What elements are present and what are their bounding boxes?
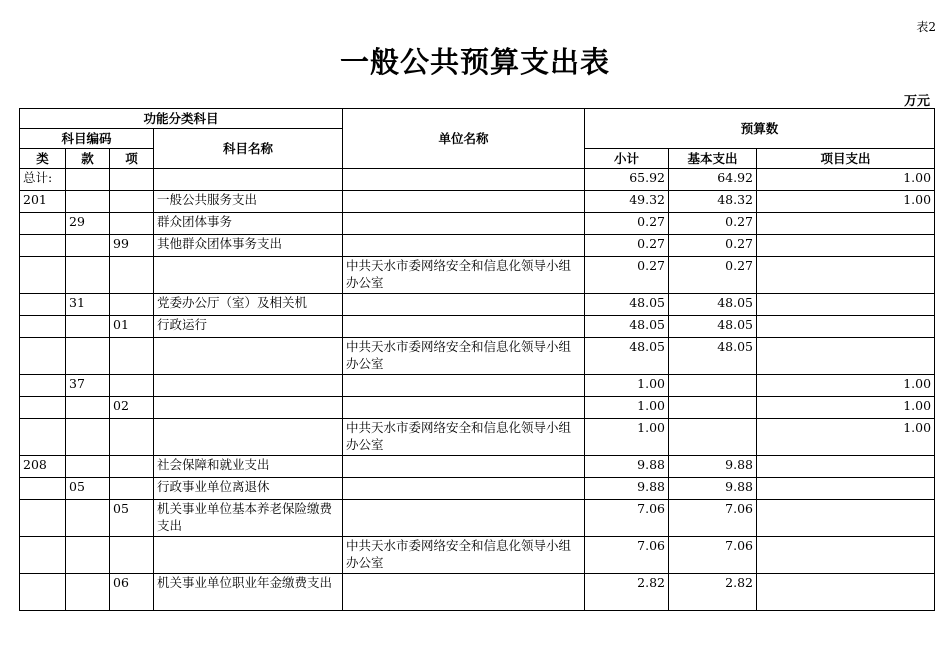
kuan-cell: 29 — [66, 213, 110, 235]
subject-name-cell — [154, 537, 343, 574]
subject-name-cell — [154, 419, 343, 456]
table-row — [20, 338, 935, 375]
table-row — [20, 257, 935, 294]
subject-name-header: 科目名称 — [154, 129, 343, 169]
lei-header: 类 — [20, 149, 66, 169]
xiang-cell — [110, 375, 154, 397]
table-row — [20, 213, 935, 235]
unit-name-header: 单位名称 — [343, 109, 585, 169]
subtotal-cell: 65.92 — [585, 169, 669, 191]
lei-cell — [20, 257, 66, 294]
table-row — [20, 500, 935, 537]
unit-name-cell — [343, 235, 585, 257]
basic-expense-cell: 9.88 — [669, 456, 757, 478]
page-title: 一般公共预算支出表 — [339, 45, 610, 79]
lei-cell — [20, 500, 66, 537]
subject-name-cell — [154, 397, 343, 419]
subtotal-cell: 9.88 — [585, 456, 669, 478]
kuan-cell — [66, 191, 110, 213]
lei-cell — [20, 419, 66, 456]
kuan-cell — [66, 338, 110, 375]
project-expense-cell: 1.00 — [757, 169, 935, 191]
table-row — [20, 397, 935, 419]
project-expense-cell — [757, 338, 935, 375]
unit-name-cell — [343, 169, 585, 191]
basic-expense-cell: 0.27 — [669, 213, 757, 235]
project-expense-header: 项目支出 — [757, 149, 935, 169]
table-row — [20, 456, 935, 478]
subject-name-cell: 群众团体事务 — [154, 213, 343, 235]
subject-name-cell — [154, 169, 343, 191]
xiang-cell — [110, 169, 154, 191]
basic-expense-cell: 48.05 — [669, 338, 757, 375]
project-expense-cell — [757, 316, 935, 338]
project-expense-cell — [757, 537, 935, 574]
project-expense-cell — [757, 235, 935, 257]
subject-name-cell: 机关事业单位基本养老保险缴费支出 — [154, 500, 343, 537]
subject-name-cell — [154, 257, 343, 294]
xiang-cell: 99 — [110, 235, 154, 257]
kuan-cell — [66, 574, 110, 611]
subtotal-cell: 2.82 — [585, 574, 669, 611]
xiang-cell — [110, 294, 154, 316]
kuan-cell — [66, 316, 110, 338]
kuan-cell: 37 — [66, 375, 110, 397]
lei-cell: 201 — [20, 191, 66, 213]
subtotal-cell: 7.06 — [585, 500, 669, 537]
lei-cell — [20, 537, 66, 574]
xiang-cell — [110, 191, 154, 213]
unit-name-cell — [343, 478, 585, 500]
table-row — [20, 235, 935, 257]
lei-cell — [20, 213, 66, 235]
kuan-cell — [66, 397, 110, 419]
xiang-cell — [110, 257, 154, 294]
table-row — [20, 537, 935, 574]
subject-name-cell — [154, 338, 343, 375]
unit-name-cell — [343, 191, 585, 213]
project-expense-cell — [757, 574, 935, 611]
subject-code-header: 科目编码 — [20, 129, 154, 149]
unit-name-cell: 中共天水市委网络安全和信息化领导小组办公室 — [343, 537, 585, 574]
unit-name-cell: 中共天水市委网络安全和信息化领导小组办公室 — [343, 419, 585, 456]
basic-expense-cell: 2.82 — [669, 574, 757, 611]
unit-name-cell — [343, 397, 585, 419]
kuan-cell: 31 — [66, 294, 110, 316]
unit-name-cell — [343, 574, 585, 611]
budget-table — [19, 108, 935, 611]
unit-name-cell — [343, 213, 585, 235]
xiang-cell — [110, 419, 154, 456]
basic-expense-cell — [669, 397, 757, 419]
lei-cell: 总计: — [20, 169, 66, 191]
project-expense-cell — [757, 456, 935, 478]
subject-name-cell: 其他群众团体事务支出 — [154, 235, 343, 257]
kuan-cell — [66, 419, 110, 456]
unit-name-cell — [343, 316, 585, 338]
kuan-header: 款 — [66, 149, 110, 169]
kuan-cell — [66, 456, 110, 478]
subtotal-cell: 1.00 — [585, 419, 669, 456]
unit-name-cell: 中共天水市委网络安全和信息化领导小组办公室 — [343, 257, 585, 294]
budget-header: 预算数 — [585, 109, 935, 149]
subtotal-cell: 0.27 — [585, 235, 669, 257]
basic-expense-cell — [669, 375, 757, 397]
kuan-cell — [66, 257, 110, 294]
subtotal-cell: 1.00 — [585, 375, 669, 397]
subtotal-cell: 0.27 — [585, 213, 669, 235]
project-expense-cell: 1.00 — [757, 419, 935, 456]
basic-expense-cell: 0.27 — [669, 235, 757, 257]
basic-expense-cell: 7.06 — [669, 537, 757, 574]
project-expense-cell — [757, 500, 935, 537]
project-expense-cell — [757, 294, 935, 316]
xiang-cell — [110, 537, 154, 574]
xiang-cell — [110, 338, 154, 375]
table-row — [20, 169, 935, 191]
subtotal-cell: 49.32 — [585, 191, 669, 213]
basic-expense-header: 基本支出 — [669, 149, 757, 169]
table-row — [20, 316, 935, 338]
table-body — [20, 169, 935, 611]
project-expense-cell: 1.00 — [757, 397, 935, 419]
basic-expense-cell: 48.05 — [669, 316, 757, 338]
project-expense-cell: 1.00 — [757, 375, 935, 397]
subject-name-cell: 一般公共服务支出 — [154, 191, 343, 213]
xiang-cell: 01 — [110, 316, 154, 338]
xiang-header: 项 — [110, 149, 154, 169]
subtotal-cell: 48.05 — [585, 338, 669, 375]
subtotal-cell: 9.88 — [585, 478, 669, 500]
subtotal-cell: 48.05 — [585, 316, 669, 338]
kuan-cell: 05 — [66, 478, 110, 500]
xiang-cell — [110, 456, 154, 478]
unit-name-cell — [343, 500, 585, 537]
lei-cell — [20, 316, 66, 338]
lei-cell: 208 — [20, 456, 66, 478]
table-row — [20, 294, 935, 316]
subtotal-cell: 7.06 — [585, 537, 669, 574]
xiang-cell: 05 — [110, 500, 154, 537]
table-row — [20, 574, 935, 611]
unit-label: 万元 — [903, 94, 930, 109]
basic-expense-cell: 9.88 — [669, 478, 757, 500]
table-row — [20, 191, 935, 213]
kuan-cell — [66, 537, 110, 574]
kuan-cell — [66, 500, 110, 537]
lei-cell — [20, 397, 66, 419]
kuan-cell — [66, 235, 110, 257]
unit-name-cell — [343, 294, 585, 316]
xiang-cell — [110, 213, 154, 235]
subtotal-cell: 0.27 — [585, 257, 669, 294]
project-expense-cell — [757, 257, 935, 294]
subtotal-cell: 1.00 — [585, 397, 669, 419]
basic-expense-cell — [669, 419, 757, 456]
subtotal-header: 小计 — [585, 149, 669, 169]
table-row — [20, 478, 935, 500]
basic-expense-cell: 64.92 — [669, 169, 757, 191]
basic-expense-cell: 48.32 — [669, 191, 757, 213]
subject-name-cell — [154, 375, 343, 397]
lei-cell — [20, 294, 66, 316]
xiang-cell — [110, 478, 154, 500]
lei-cell — [20, 574, 66, 611]
lei-cell — [20, 235, 66, 257]
subtotal-cell: 48.05 — [585, 294, 669, 316]
kuan-cell — [66, 169, 110, 191]
unit-name-cell — [343, 375, 585, 397]
subject-name-cell: 行政事业单位离退休 — [154, 478, 343, 500]
project-expense-cell — [757, 213, 935, 235]
xiang-cell: 06 — [110, 574, 154, 611]
table-number: 表2 — [916, 20, 936, 34]
table-row — [20, 419, 935, 456]
subject-name-cell: 党委办公厅（室）及相关机 — [154, 294, 343, 316]
project-expense-cell — [757, 478, 935, 500]
unit-name-cell: 中共天水市委网络安全和信息化领导小组办公室 — [343, 338, 585, 375]
subject-name-cell: 行政运行 — [154, 316, 343, 338]
basic-expense-cell: 7.06 — [669, 500, 757, 537]
lei-cell — [20, 375, 66, 397]
subject-name-cell: 机关事业单位职业年金缴费支出 — [154, 574, 343, 611]
lei-cell — [20, 338, 66, 375]
subject-name-cell: 社会保障和就业支出 — [154, 456, 343, 478]
basic-expense-cell: 48.05 — [669, 294, 757, 316]
table-row — [20, 375, 935, 397]
xiang-cell: 02 — [110, 397, 154, 419]
unit-name-cell — [343, 456, 585, 478]
functional-class-header: 功能分类科目 — [20, 109, 343, 129]
basic-expense-cell: 0.27 — [669, 257, 757, 294]
project-expense-cell: 1.00 — [757, 191, 935, 213]
lei-cell — [20, 478, 66, 500]
